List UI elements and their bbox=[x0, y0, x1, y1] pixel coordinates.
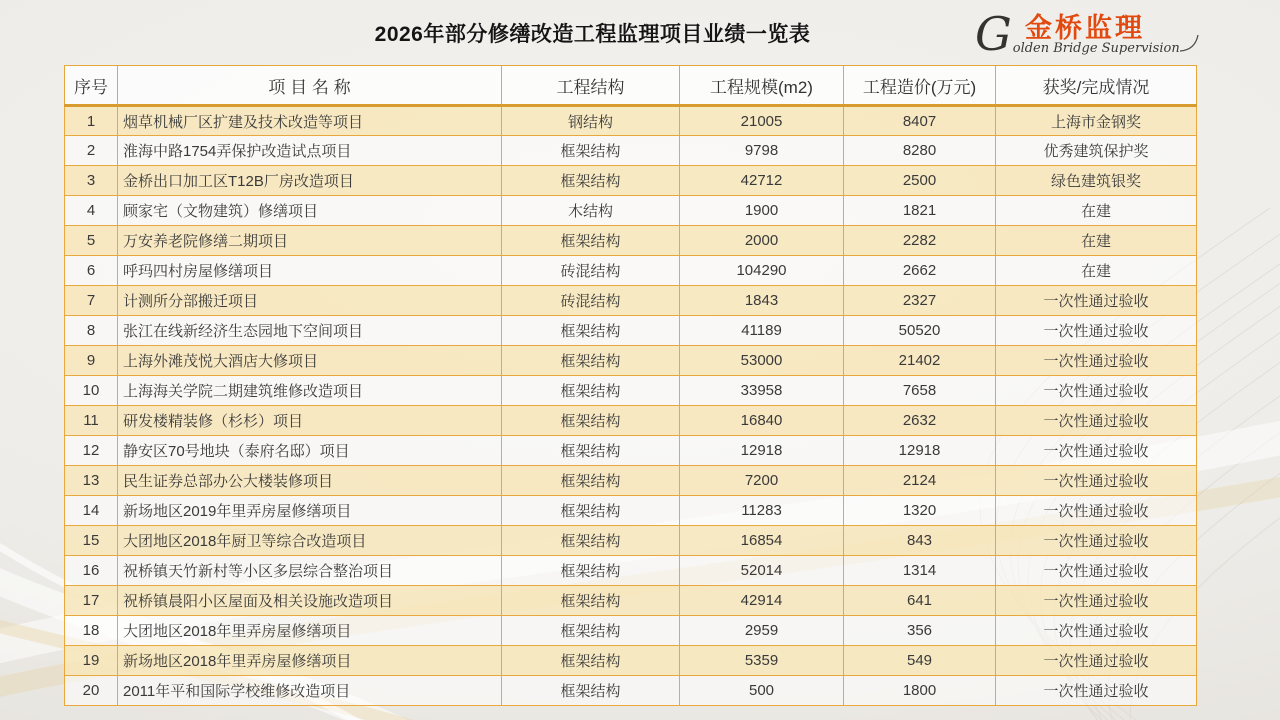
serial-number-cell: 1 bbox=[65, 106, 118, 136]
cost-cell: 2124 bbox=[844, 466, 996, 496]
cost-cell: 549 bbox=[844, 646, 996, 676]
table-row bbox=[65, 646, 1197, 676]
award-status-cell: 在建 bbox=[996, 226, 1197, 256]
scale-cell: 16840 bbox=[680, 406, 844, 436]
award-status-cell: 一次性通过验收 bbox=[996, 286, 1197, 316]
company-logo bbox=[975, 6, 1185, 61]
scale-cell: 42712 bbox=[680, 166, 844, 196]
serial-number-cell: 10 bbox=[65, 376, 118, 406]
logo-english-name: Golden Bridge Supervision bbox=[975, 7, 1180, 61]
table-row bbox=[65, 226, 1197, 256]
serial-number-cell: 5 bbox=[65, 226, 118, 256]
project-name-cell: 新场地区2019年里弄房屋修缮项目 bbox=[118, 496, 502, 526]
scale-cell: 21005 bbox=[680, 106, 844, 136]
structure-cell: 框架结构 bbox=[502, 376, 680, 406]
project-name-cell: 新场地区2018年里弄房屋修缮项目 bbox=[118, 646, 502, 676]
project-name-cell: 祝桥镇晨阳小区屋面及相关设施改造项目 bbox=[118, 586, 502, 616]
projects-table-container bbox=[64, 65, 1197, 706]
structure-cell: 框架结构 bbox=[502, 436, 680, 466]
serial-number-cell: 19 bbox=[65, 646, 118, 676]
serial-number-cell: 3 bbox=[65, 166, 118, 196]
column-header-scale: 工程规模(m2) bbox=[680, 66, 844, 106]
table-row bbox=[65, 526, 1197, 556]
cost-cell: 2662 bbox=[844, 256, 996, 286]
table-row bbox=[65, 346, 1197, 376]
serial-number-cell: 8 bbox=[65, 316, 118, 346]
table-row bbox=[65, 166, 1197, 196]
table-row bbox=[65, 406, 1197, 436]
scale-cell: 52014 bbox=[680, 556, 844, 586]
project-name-cell: 金桥出口加工区T12B厂房改造项目 bbox=[118, 166, 502, 196]
table-row bbox=[65, 256, 1197, 286]
serial-number-cell: 15 bbox=[65, 526, 118, 556]
cost-cell: 1314 bbox=[844, 556, 996, 586]
cost-cell: 641 bbox=[844, 586, 996, 616]
scale-cell: 11283 bbox=[680, 496, 844, 526]
structure-cell: 木结构 bbox=[502, 196, 680, 226]
serial-number-cell: 16 bbox=[65, 556, 118, 586]
table-header-row bbox=[65, 66, 1197, 106]
serial-number-cell: 18 bbox=[65, 616, 118, 646]
table-row bbox=[65, 316, 1197, 346]
page-title: 2026年部分修缮改造工程监理项目业绩一览表 bbox=[374, 23, 811, 46]
structure-cell: 框架结构 bbox=[502, 406, 680, 436]
column-header-project-name: 项 目 名 称 bbox=[118, 66, 502, 106]
project-name-cell: 上海外滩茂悦大酒店大修项目 bbox=[118, 346, 502, 376]
serial-number-cell: 12 bbox=[65, 436, 118, 466]
award-status-cell: 上海市金钢奖 bbox=[996, 106, 1197, 136]
scale-cell: 5359 bbox=[680, 646, 844, 676]
scale-cell: 41189 bbox=[680, 316, 844, 346]
structure-cell: 框架结构 bbox=[502, 496, 680, 526]
cost-cell: 12918 bbox=[844, 436, 996, 466]
project-name-cell: 呼玛四村房屋修缮项目 bbox=[118, 256, 502, 286]
table-row bbox=[65, 196, 1197, 226]
column-header-award-status: 获奖/完成情况 bbox=[996, 66, 1197, 106]
table-row bbox=[65, 586, 1197, 616]
scale-cell: 500 bbox=[680, 676, 844, 706]
structure-cell: 砖混结构 bbox=[502, 286, 680, 316]
serial-number-cell: 6 bbox=[65, 256, 118, 286]
scale-cell: 2000 bbox=[680, 226, 844, 256]
project-name-cell: 民生证券总部办公大楼装修项目 bbox=[118, 466, 502, 496]
project-name-cell: 大团地区2018年厨卫等综合改造项目 bbox=[118, 526, 502, 556]
cost-cell: 50520 bbox=[844, 316, 996, 346]
structure-cell: 框架结构 bbox=[502, 166, 680, 196]
scale-cell: 1900 bbox=[680, 196, 844, 226]
project-name-cell: 计测所分部搬迁项目 bbox=[118, 286, 502, 316]
project-name-cell: 顾家宅（文物建筑）修缮项目 bbox=[118, 196, 502, 226]
serial-number-cell: 4 bbox=[65, 196, 118, 226]
cost-cell: 356 bbox=[844, 616, 996, 646]
scale-cell: 104290 bbox=[680, 256, 844, 286]
table-row bbox=[65, 556, 1197, 586]
project-name-cell: 烟草机械厂区扩建及技术改造等项目 bbox=[118, 106, 502, 136]
structure-cell: 框架结构 bbox=[502, 316, 680, 346]
serial-number-cell: 14 bbox=[65, 496, 118, 526]
logo-chinese-name: 金桥监理 bbox=[1025, 13, 1145, 43]
serial-number-cell: 17 bbox=[65, 586, 118, 616]
scale-cell: 42914 bbox=[680, 586, 844, 616]
award-status-cell: 一次性通过验收 bbox=[996, 646, 1197, 676]
table-row bbox=[65, 376, 1197, 406]
table-row bbox=[65, 286, 1197, 316]
project-name-cell: 静安区70号地块（泰府名邸）项目 bbox=[118, 436, 502, 466]
award-status-cell: 一次性通过验收 bbox=[996, 676, 1197, 706]
cost-cell: 2327 bbox=[844, 286, 996, 316]
project-name-cell: 2011年平和国际学校维修改造项目 bbox=[118, 676, 502, 706]
cost-cell: 1320 bbox=[844, 496, 996, 526]
project-name-cell: 上海海关学院二期建筑维修改造项目 bbox=[118, 376, 502, 406]
table-row bbox=[65, 496, 1197, 526]
column-header-serial-number: 序号 bbox=[65, 66, 118, 106]
project-name-cell: 研发楼精装修（杉杉）项目 bbox=[118, 406, 502, 436]
cost-cell: 8407 bbox=[844, 106, 996, 136]
project-name-cell: 淮海中路1754弄保护改造试点项目 bbox=[118, 136, 502, 166]
cost-cell: 8280 bbox=[844, 136, 996, 166]
cost-cell: 7658 bbox=[844, 376, 996, 406]
scale-cell: 2959 bbox=[680, 616, 844, 646]
project-name-cell: 大团地区2018年里弄房屋修缮项目 bbox=[118, 616, 502, 646]
project-name-cell: 万安养老院修缮二期项目 bbox=[118, 226, 502, 256]
award-status-cell: 一次性通过验收 bbox=[996, 526, 1197, 556]
serial-number-cell: 11 bbox=[65, 406, 118, 436]
scale-cell: 33958 bbox=[680, 376, 844, 406]
award-status-cell: 一次性通过验收 bbox=[996, 376, 1197, 406]
scale-cell: 12918 bbox=[680, 436, 844, 466]
serial-number-cell: 20 bbox=[65, 676, 118, 706]
structure-cell: 框架结构 bbox=[502, 466, 680, 496]
serial-number-cell: 13 bbox=[65, 466, 118, 496]
cost-cell: 1800 bbox=[844, 676, 996, 706]
cost-cell: 1821 bbox=[844, 196, 996, 226]
cost-cell: 2632 bbox=[844, 406, 996, 436]
structure-cell: 框架结构 bbox=[502, 346, 680, 376]
table-row bbox=[65, 616, 1197, 646]
award-status-cell: 一次性通过验收 bbox=[996, 556, 1197, 586]
table-row bbox=[65, 676, 1197, 706]
serial-number-cell: 2 bbox=[65, 136, 118, 166]
award-status-cell: 绿色建筑银奖 bbox=[996, 166, 1197, 196]
award-status-cell: 一次性通过验收 bbox=[996, 586, 1197, 616]
serial-number-cell: 9 bbox=[65, 346, 118, 376]
logo-flourish-icon bbox=[1179, 32, 1201, 54]
award-status-cell: 一次性通过验收 bbox=[996, 466, 1197, 496]
award-status-cell: 一次性通过验收 bbox=[996, 496, 1197, 526]
scale-cell: 53000 bbox=[680, 346, 844, 376]
award-status-cell: 在建 bbox=[996, 256, 1197, 286]
column-header-cost: 工程造价(万元) bbox=[844, 66, 996, 106]
projects-table bbox=[64, 65, 1197, 706]
cost-cell: 843 bbox=[844, 526, 996, 556]
structure-cell: 框架结构 bbox=[502, 616, 680, 646]
structure-cell: 钢结构 bbox=[502, 106, 680, 136]
award-status-cell: 一次性通过验收 bbox=[996, 346, 1197, 376]
table-row bbox=[65, 106, 1197, 136]
award-status-cell: 一次性通过验收 bbox=[996, 436, 1197, 466]
table-row bbox=[65, 466, 1197, 496]
cost-cell: 2500 bbox=[844, 166, 996, 196]
project-name-cell: 祝桥镇天竹新村等小区多层综合整治项目 bbox=[118, 556, 502, 586]
award-status-cell: 一次性通过验收 bbox=[996, 616, 1197, 646]
table-row bbox=[65, 136, 1197, 166]
structure-cell: 框架结构 bbox=[502, 556, 680, 586]
project-name-cell: 张江在线新经济生态园地下空间项目 bbox=[118, 316, 502, 346]
award-status-cell: 一次性通过验收 bbox=[996, 316, 1197, 346]
structure-cell: 砖混结构 bbox=[502, 256, 680, 286]
structure-cell: 框架结构 bbox=[502, 586, 680, 616]
structure-cell: 框架结构 bbox=[502, 526, 680, 556]
structure-cell: 框架结构 bbox=[502, 676, 680, 706]
scale-cell: 7200 bbox=[680, 466, 844, 496]
structure-cell: 框架结构 bbox=[502, 136, 680, 166]
column-header-structure: 工程结构 bbox=[502, 66, 680, 106]
serial-number-cell: 7 bbox=[65, 286, 118, 316]
award-status-cell: 一次性通过验收 bbox=[996, 406, 1197, 436]
scale-cell: 1843 bbox=[680, 286, 844, 316]
award-status-cell: 优秀建筑保护奖 bbox=[996, 136, 1197, 166]
structure-cell: 框架结构 bbox=[502, 646, 680, 676]
award-status-cell: 在建 bbox=[996, 196, 1197, 226]
scale-cell: 16854 bbox=[680, 526, 844, 556]
scale-cell: 9798 bbox=[680, 136, 844, 166]
structure-cell: 框架结构 bbox=[502, 226, 680, 256]
table-row bbox=[65, 436, 1197, 466]
cost-cell: 21402 bbox=[844, 346, 996, 376]
cost-cell: 2282 bbox=[844, 226, 996, 256]
